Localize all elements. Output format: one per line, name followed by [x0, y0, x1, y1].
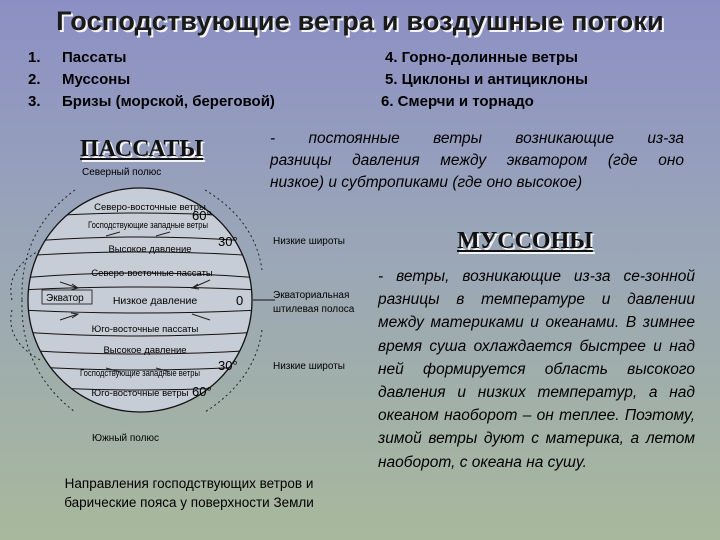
list-item	[28, 69, 275, 91]
mussony-heading: МУССОНЫ	[457, 228, 593, 254]
list-item	[28, 91, 275, 113]
diagram-caption	[30, 474, 348, 512]
band-label: Низкое давление	[112, 295, 198, 307]
caption-line: Направления господствующих ветров и	[64, 476, 314, 491]
page-title: Господствующие ветра и воздушные потоки	[56, 6, 664, 36]
band-label: Юго-восточные пассаты	[91, 324, 199, 335]
list-number: 3.	[28, 93, 41, 110]
wind-types-list-right	[381, 47, 588, 113]
zone-label: Низкие широты	[273, 236, 345, 247]
equator-label: Экватор	[46, 293, 84, 304]
passaty-heading: ПАССАТЫ	[80, 136, 204, 162]
wind-types-list-left	[28, 47, 275, 113]
passaty-line: низкое) и субтропиками (где оно высокое)	[270, 174, 583, 191]
passaty-line: - постоянные ветры возникающие из-за	[270, 130, 684, 147]
band-label: Северо-восточные ветры	[94, 202, 206, 213]
list-number: 2.	[28, 71, 41, 88]
band-label: Высокое давление	[103, 345, 187, 356]
list-item: 4. Горно-долинные ветры	[385, 49, 578, 66]
passaty-line: разницы давления между экватором (где оно	[270, 152, 684, 169]
band-label: Господствующие западные ветры	[80, 368, 201, 379]
wind-belts-diagram	[0, 160, 380, 450]
south-pole-label: Южный полюс	[92, 433, 159, 444]
band-label: Юго-восточные ветры	[91, 388, 189, 399]
list-text: Бризы (морской, береговой)	[62, 93, 275, 110]
band-label: Высокое давление	[108, 244, 192, 255]
list-item: 5. Циклоны и антициклоны	[385, 71, 588, 88]
north-pole-label: Северный полюс	[82, 167, 162, 178]
latitude-label: 0	[236, 293, 244, 308]
list-text: Пассаты	[62, 49, 127, 66]
zone-label: Низкие широты	[273, 361, 345, 372]
list-item	[28, 47, 275, 69]
band-label: Северо-восточные пассаты	[91, 268, 213, 279]
list-item: 6. Смерчи и торнадо	[381, 93, 534, 110]
latitude-label: 60°	[192, 384, 212, 399]
band-label: Господствующие западные ветры	[88, 220, 209, 231]
caption-line: барические пояса у поверхности Земли	[64, 495, 314, 510]
list-number: 1.	[28, 49, 41, 66]
latitude-label: 30°	[218, 234, 238, 249]
zone-label: Экваториальная	[273, 290, 350, 301]
mussony-definition: - ветры, возникающие из-за се-зонной разницы в температуре и давлении между материками и океанами. В зимнее время суша охлаждается быстрее и над ней формируется область высокого давления и низких температур, а над океаном наоборот – он теплее. Поэтому, зимой ветры дуют с материка, а летом наоборот, с океана на сушу.	[378, 268, 695, 471]
latitude-label: 60°	[192, 208, 212, 223]
list-text: Муссоны	[62, 71, 131, 88]
latitude-label: 30°	[218, 358, 238, 373]
zone-label: штилевая полоса	[273, 304, 355, 315]
